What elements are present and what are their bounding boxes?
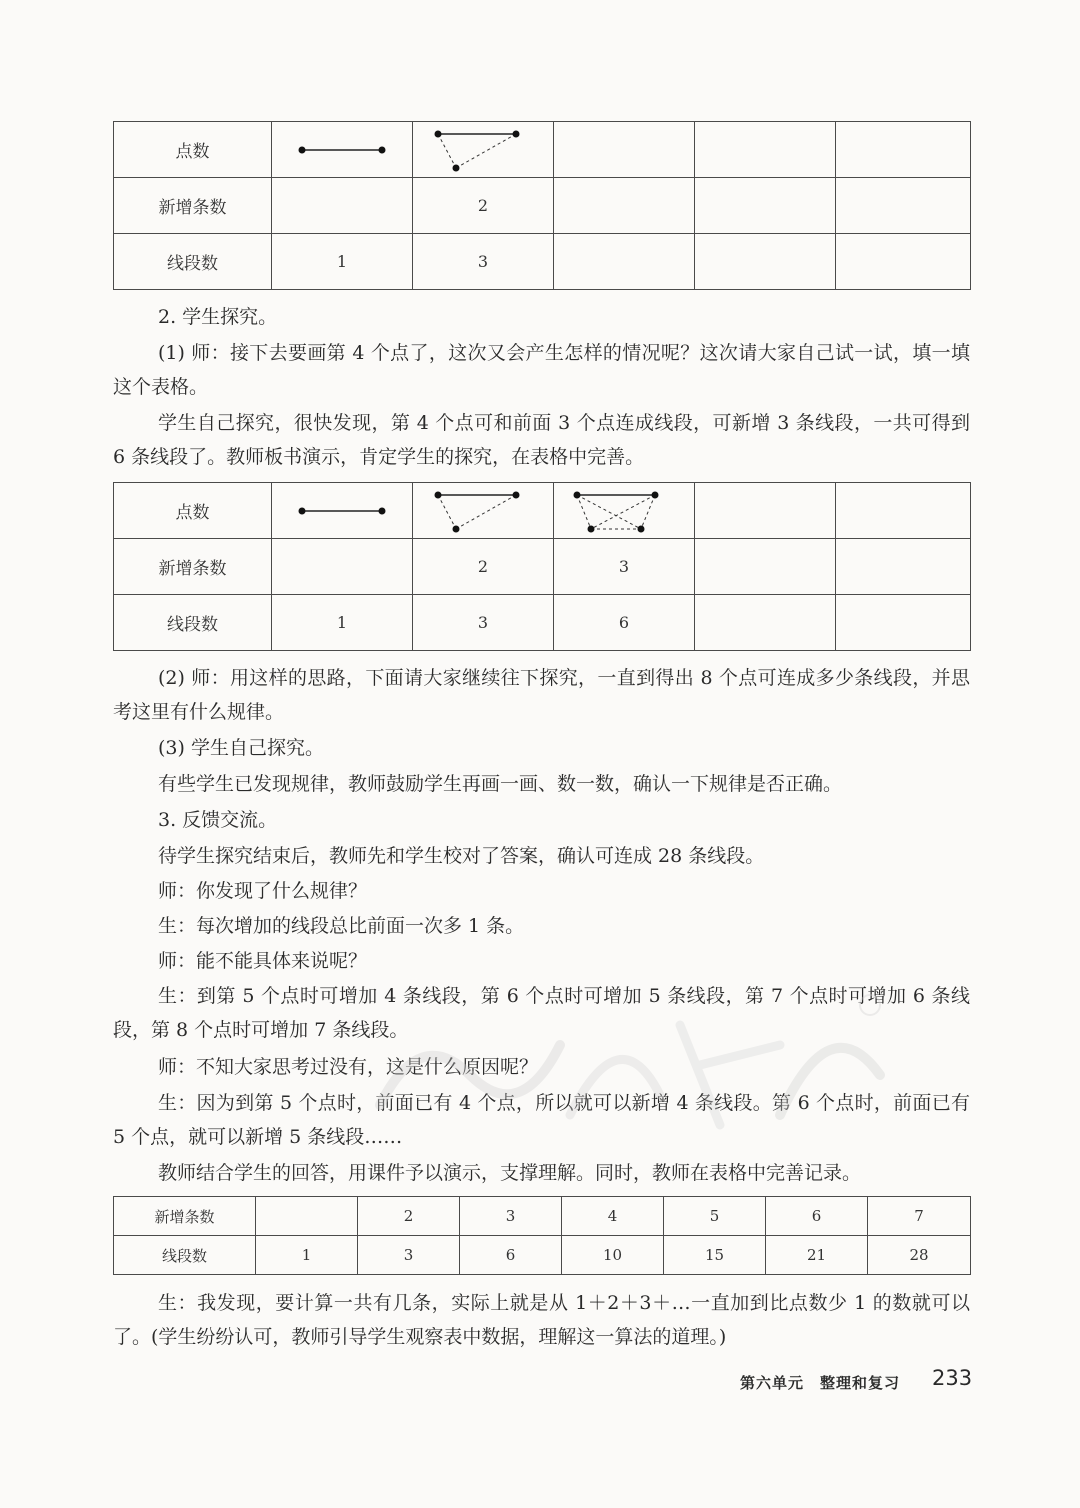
paragraph: 生：我发现，要计算一共有几条，实际上就是从 1＋2＋3＋…一直加到比点数少 1 的数就可以了。(学生纷纷认可，教师引导学生观察表中数据，理解这一算法的道理。)	[113, 1292, 970, 1348]
cell: 4	[562, 1197, 664, 1236]
cell	[272, 539, 413, 595]
cell: 28	[868, 1236, 971, 1275]
paragraph: 生：因为到第 5 个点时，前面已有 4 个点，所以就可以新增 4 条线段。第 6 个点时，前面已有 5 个点，就可以新增 5 条线段……	[113, 1092, 970, 1148]
paragraph: 生：每次增加的线段总比前面一次多 1 条。	[158, 915, 525, 937]
cell: 21	[766, 1236, 868, 1275]
paragraph: 待学生探究结束后，教师先和学生校对了答案，确认可连成 28 条线段。	[158, 845, 765, 867]
paragraph: 师：不知大家思考过没有，这是什么原因呢？	[158, 1056, 539, 1078]
table-row-points	[114, 483, 971, 539]
page-number: 233	[932, 1366, 973, 1390]
row-label-new: 新增条数	[114, 1197, 256, 1236]
cell: 3	[413, 234, 554, 290]
paragraph: 师：你发现了什么规律？	[158, 880, 368, 902]
cell: 10	[562, 1236, 664, 1275]
table-row-new	[114, 178, 971, 234]
table-1	[113, 121, 971, 290]
figure-three-points	[413, 122, 554, 178]
cell: 1	[256, 1236, 358, 1275]
figure-three-points	[413, 483, 554, 539]
paragraph: 有些学生已发现规律，教师鼓励学生再画一画、数一数，确认一下规律是否正确。	[158, 773, 843, 795]
cell	[554, 234, 695, 290]
watermark-graphic	[360, 985, 900, 1145]
paragraph: 学生自己探究，很快发现，第 4 个点可和前面 3 个点连成线段，可新增 3 条线段，一共可得到 6 条线段了。教师板书演示，肯定学生的探究，在表格中完善。	[113, 412, 970, 468]
figure-two-points	[272, 122, 413, 178]
cell: 6	[554, 595, 695, 651]
cell: 6	[766, 1197, 868, 1236]
paragraph: (3) 学生自己探究。	[158, 737, 324, 759]
cell	[836, 178, 971, 234]
row-label-total: 线段数	[114, 234, 272, 290]
cell	[695, 178, 836, 234]
cell: 6	[460, 1236, 562, 1275]
chapter-footer: 第六单元 整理和复习	[740, 1374, 901, 1392]
table-2	[113, 482, 971, 651]
cell	[272, 178, 413, 234]
figure-four-points	[554, 483, 695, 539]
cell: 1	[272, 595, 413, 651]
paragraph: 2. 学生探究。	[158, 306, 278, 328]
table-row-points	[114, 122, 971, 178]
cell: 7	[868, 1197, 971, 1236]
row-label-new: 新增条数	[114, 539, 272, 595]
table-3	[113, 1196, 971, 1275]
table-row-total	[114, 1236, 971, 1275]
table-row-total	[114, 234, 971, 290]
row-label-points: 点数	[114, 122, 272, 178]
paragraph: 3. 反馈交流。	[158, 809, 278, 831]
table-row-new	[114, 1197, 971, 1236]
cell	[836, 595, 971, 651]
cell	[256, 1197, 358, 1236]
table-row-total	[114, 595, 971, 651]
row-label-new: 新增条数	[114, 178, 272, 234]
cell: 5	[664, 1197, 766, 1236]
cell: 3	[554, 539, 695, 595]
cell: 1	[272, 234, 413, 290]
cell: 3	[413, 595, 554, 651]
paragraph: 师：能不能具体来说呢？	[158, 950, 368, 972]
row-label-total: 线段数	[114, 1236, 256, 1275]
cell	[836, 234, 971, 290]
paragraph: 生：到第 5 个点时可增加 4 条线段，第 6 个点时可增加 5 条线段，第 7 个点时可增加 6 条线段，第 8 个点时可增加 7 条线段。	[113, 985, 970, 1041]
cell	[695, 234, 836, 290]
cell: 2	[413, 539, 554, 595]
cell: 2	[413, 178, 554, 234]
cell	[695, 595, 836, 651]
cell	[554, 178, 695, 234]
row-label-total: 线段数	[114, 595, 272, 651]
figure-two-points	[272, 483, 413, 539]
table-row-new	[114, 539, 971, 595]
cell: 3	[358, 1236, 460, 1275]
cell	[836, 539, 971, 595]
row-label-points: 点数	[114, 483, 272, 539]
paragraph: (2) 师：用这样的思路，下面请大家继续往下探究，一直到得出 8 个点可连成多少条线段，并思考这里有什么规律。	[113, 667, 970, 723]
paragraph: (1) 师：接下去要画第 4 个点了，这次又会产生怎样的情况呢？这次请大家自己试一试，填一填这个表格。	[113, 342, 970, 398]
cell: 2	[358, 1197, 460, 1236]
paragraph: 教师结合学生的回答，用课件予以演示，支撑理解。同时，教师在表格中完善记录。	[158, 1162, 862, 1184]
cell: 3	[460, 1197, 562, 1236]
cell: 15	[664, 1236, 766, 1275]
cell	[695, 539, 836, 595]
